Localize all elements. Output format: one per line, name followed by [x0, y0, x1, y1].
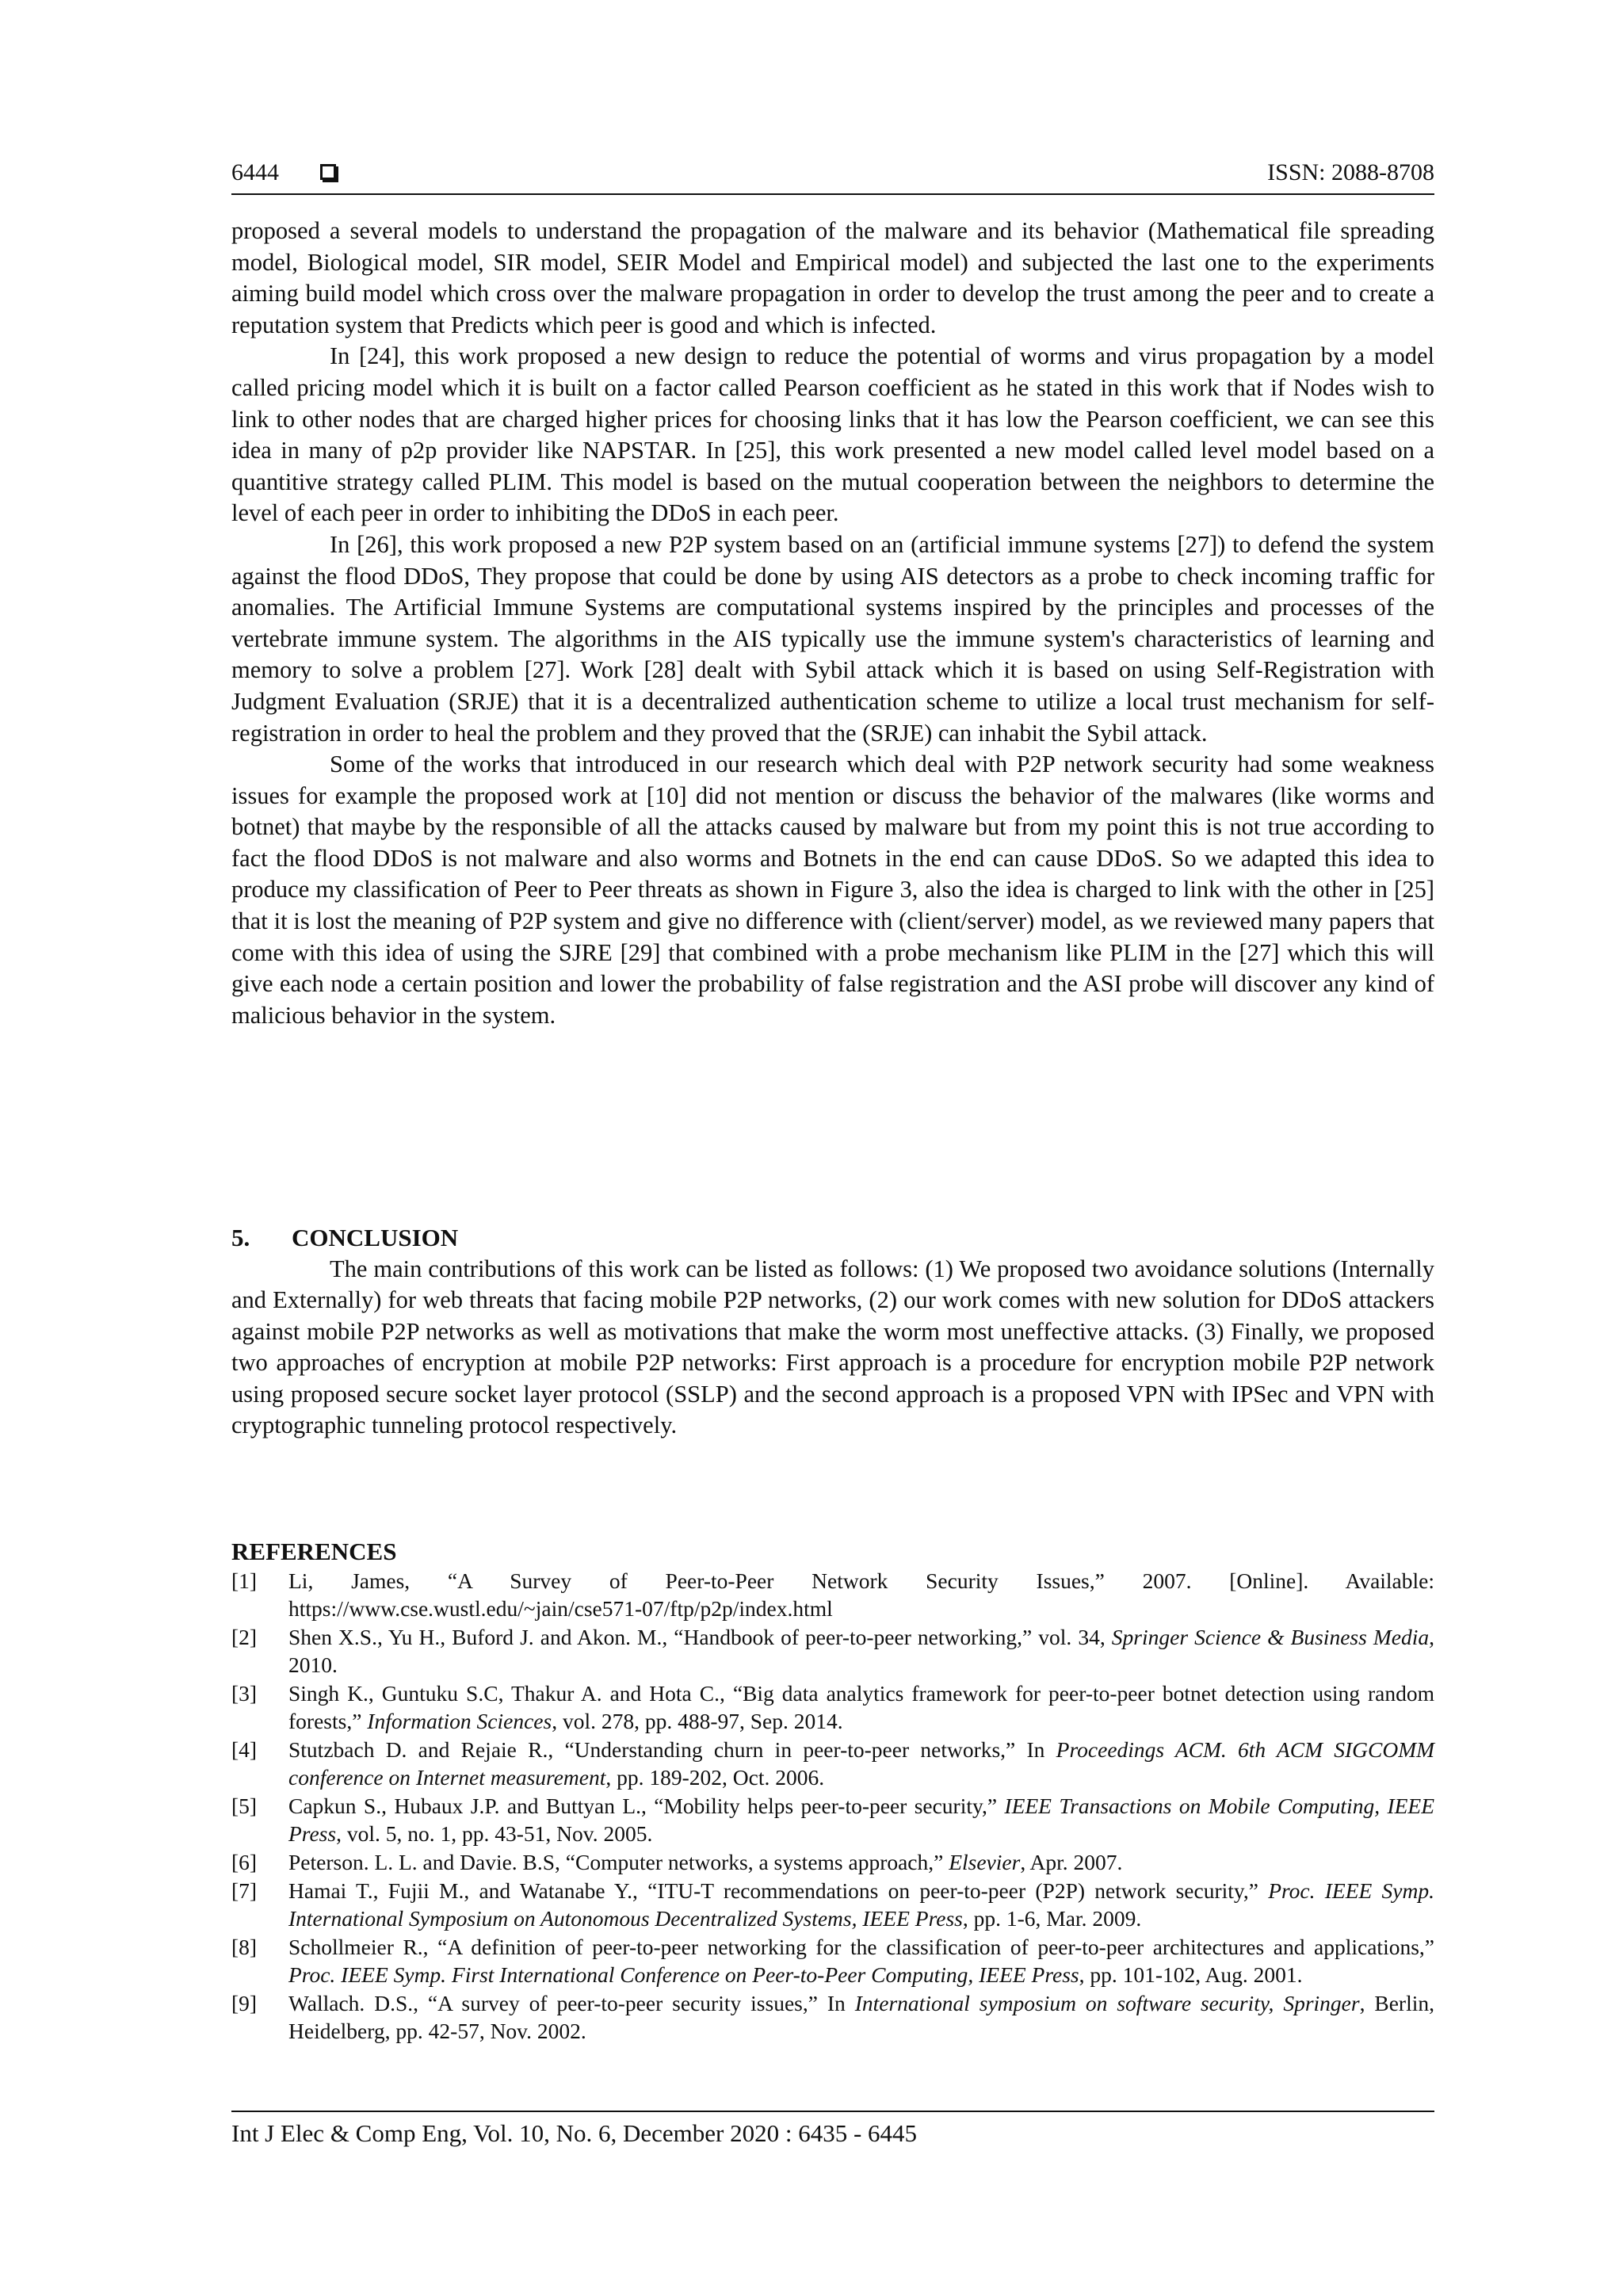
section-number: 5. [231, 1224, 250, 1251]
reference-number: [5] [231, 1794, 258, 1818]
paragraph: The main contributions of this work can be listed as follows: (1) We proposed two avoidance solutions (Internally and Externally) for web threats that facing mobile P2P networks, (2) our work comes with new solution for DDoS attackers against mobile P2P networks as well as motivations that make the worm most uneffective attacks. (3) Finally, we proposed two approaches of encryption at mobile P2P networks: First approach is a procedure for encryption mobile P2P network using proposed secure socket layer protocol (SSLP) and the second approach is a proposed VPN with IPSec and VPN with cryptographic tunneling protocol respectively. [231, 1255, 1434, 1439]
reference-item [231, 1567, 1434, 1622]
page-number: 6444 [231, 159, 279, 185]
section-title: CONCLUSION [292, 1224, 459, 1251]
reference-text: Li, James, “A Survey of Peer-to-Peer Network Security Issues,” 2007. [Online]. Available: https://www.cse.wustl.edu/~jain/cse571-07/ftp/p2p/index.html [288, 1568, 1434, 1621]
reference-venue: Springer Science & Business Media [1111, 1625, 1430, 1649]
issn-label: ISSN: 2088-8708 [1267, 159, 1434, 185]
reference-venue: Proc. IEEE Symp. International Symposium on Autonomous Decentralized Systems, IEEE Press [288, 1878, 1434, 1931]
reference-venue: International symposium on software security, Springer [854, 1991, 1360, 2015]
body-text [231, 216, 1434, 1031]
reference-details: , Berlin, Heidelberg, pp. 42-57, Nov. 2002. [288, 1991, 1434, 2043]
reference-details: , 2010. [288, 1625, 1434, 1677]
reference-venue: Information Sciences [367, 1709, 552, 1733]
paragraph: Some of the works that introduced in our research which deal with P2P network security had some weakness issues for example the proposed work at [10] did not mention or discuss the behavior of the malwares (like worms and botnet) that maybe by the responsible of all the attacks caused by malware but from my point this is not true according to fact the flood DDoS is not malware and also worms and Botnets in the end can cause DDoS. So we adapted this idea to produce my classification of Peer to Peer threats as shown in Figure 3, also the idea is charged to link with the other in [25] that it is lost the meaning of P2P system and give no difference with (client/server) model, as we reviewed many papers that come with this idea of using the SJRE [29] that combined with a probe mechanism like PLIM in the [27] which this will give each node a certain position and lower the probability of false registration and the ASI probe will discover any kind of malicious behavior in the system. [231, 751, 1434, 1029]
paragraph: proposed a several models to understand the propagation of the malware and its behavior (Mathematical file spreading model, Biological model, SIR model, SEIR Model and Empirical model) and subjected the last one to the experiments aiming build model which cross over the malware propagation in order to develop the trust among the peer and to create a reputation system that Predicts which peer is good and which is infected. [231, 217, 1434, 338]
reference-number: [8] [231, 1935, 258, 1959]
paragraph: In [26], this work proposed a new P2P system based on an (artificial immune systems [27]) to defend the system against the flood DDoS, They propose that could be done by using AIS detectors as a probe to check incoming traffic for anomalies. The Artificial Immune Systems are computational systems inspired by the principles and processes of the vertebrate immune system. The algorithms in the AIS typically use the immune system's characteristics of learning and memory to solve a problem [27]. Work [28] dealt with Sybil attack which it is based on using Self-Registration with Judgment Evaluation (SRJE) that it is a decentralized authentication scheme to utilize a local trust mechanism for self-registration in order to heal the problem and they proved that the (SRJE) can inhabit the Sybil attack. [231, 530, 1434, 747]
reference-number: [3] [231, 1681, 258, 1706]
reference-number: [6] [231, 1850, 258, 1874]
conclusion-body [231, 1254, 1434, 1441]
reference-item [231, 1792, 1434, 1847]
reference-text: Wallach. D.S., “A survey of peer-to-peer security issues,” In [288, 1991, 855, 2015]
footer-divider [231, 2111, 1434, 2112]
reference-text: Peterson. L. L. and Davie. B.S, “Computer networks, a systems approach,” [288, 1850, 949, 1874]
reference-text: Shen X.S., Yu H., Buford J. and Akon. M., “Handbook of peer-to-peer networking,” vol. 34, [288, 1625, 1112, 1649]
section-heading-conclusion [231, 1222, 458, 1254]
reference-details: , Apr. 2007. [1020, 1850, 1123, 1874]
reference-number: [4] [231, 1737, 258, 1762]
reference-item [231, 1933, 1434, 1988]
page-footer: Int J Elec & Comp Eng, Vol. 10, No. 6, December 2020 : 6435 - 6445 [231, 2119, 918, 2147]
reference-venue: IEEE Transactions on Mobile Computing, IEEE Press [288, 1794, 1434, 1846]
reference-number: [1] [231, 1568, 258, 1593]
hollow-square-icon [320, 164, 336, 180]
reference-item [231, 1736, 1434, 1791]
reference-details: , pp. 189-202, Oct. 2006. [605, 1765, 825, 1790]
reference-details: , vol. 278, pp. 488-97, Sep. 2014. [552, 1709, 843, 1733]
reference-number: [9] [231, 1991, 258, 2015]
reference-item [231, 1989, 1434, 2045]
reference-venue: Proceedings ACM. 6th ACM SIGCOMM conference on Internet measurement [288, 1737, 1435, 1790]
references-heading: REFERENCES [231, 1538, 397, 1565]
reference-text: Hamai T., Fujii M., and Watanabe Y., “ITU-T recommendations on peer-to-peer (P2P) network security,” [288, 1878, 1269, 1903]
page-header [231, 154, 1434, 192]
reference-number: [2] [231, 1625, 258, 1649]
reference-venue: Elsevier [949, 1850, 1021, 1874]
reference-venue: Proc. IEEE Symp. First International Conference on Peer-to-Peer Computing, IEEE Press [288, 1962, 1079, 1987]
reference-details: , vol. 5, no. 1, pp. 43-51, Nov. 2005. [336, 1821, 653, 1846]
reference-item [231, 1877, 1434, 1932]
reference-details: , pp. 101-102, Aug. 2001. [1079, 1962, 1303, 1987]
reference-text: Stutzbach D. and Rejaie R., “Understanding churn in peer-to-peer networks,” In [288, 1737, 1056, 1762]
reference-item [231, 1679, 1434, 1735]
reference-number: [7] [231, 1878, 258, 1903]
reference-text: Capkun S., Hubaux J.P. and Buttyan L., “Mobility helps peer-to-peer security,” [288, 1794, 1005, 1818]
reference-details: , pp. 1-6, Mar. 2009. [962, 1906, 1142, 1931]
reference-text: Schollmeier R., “A definition of peer-to-peer networking for the classification of peer-to-peer architectures and applications,” [288, 1935, 1434, 1959]
reference-text: Singh K., Guntuku S.C, Thakur A. and Hota C., “Big data analytics framework for peer-to-peer botnet detection using random forests,” [288, 1681, 1434, 1733]
reference-item [231, 1848, 1434, 1876]
header-divider [231, 193, 1434, 195]
paragraph: In [24], this work proposed a new design to reduce the potential of worms and virus propagation by a model called pricing model which it is built on a factor called Pearson coefficient as he stated in this work that if Nodes wish to link to other nodes that are charged higher prices for choosing links that it has low the Pearson coefficient, we can see this idea in many of p2p provider like NAPSTAR. In [25], this work presented a new model called level model based on a quantitive strategy called PLIM. This model is based on the mutual cooperation between the neighbors to determine the level of each peer in order to inhibiting the DDoS in each peer. [231, 342, 1434, 527]
reference-item [231, 1623, 1434, 1679]
references-list [231, 1567, 1434, 2046]
